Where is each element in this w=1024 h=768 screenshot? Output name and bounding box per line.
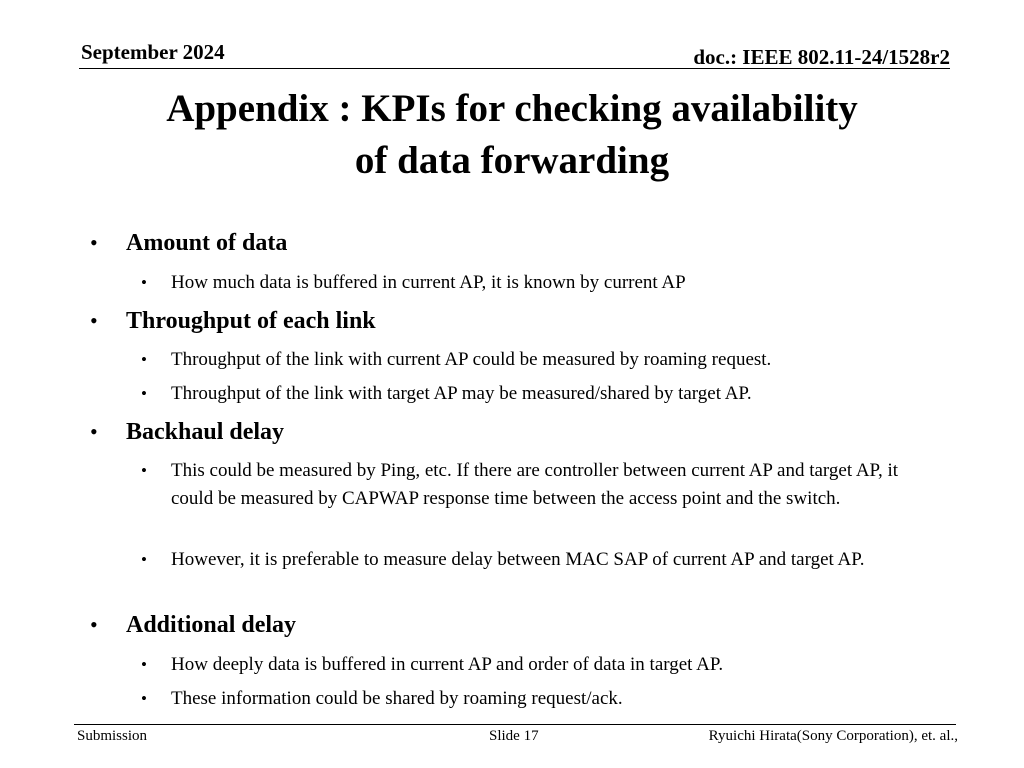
- title-line-1: Appendix : KPIs for checking availability: [166, 87, 858, 130]
- section-heading-text: Amount of data: [126, 230, 288, 256]
- list-item-text: Throughput of the link with target AP may be measured/shared by target AP.: [171, 383, 752, 404]
- list-item-text: These information could be shared by roaming request/ack.: [171, 688, 623, 709]
- header-date: September 2024: [81, 40, 225, 64]
- footer-divider: [74, 724, 956, 725]
- title-line-2: of data forwarding: [354, 139, 670, 182]
- bullet-icon: •: [90, 230, 98, 255]
- sub-bullet-icon: •: [141, 655, 147, 674]
- footer-author: Ryuichi Hirata(Sony Corporation), et. al.,: [708, 728, 958, 744]
- footer-submission: Submission: [77, 728, 148, 744]
- section-heading-text: Backhaul delay: [126, 419, 285, 445]
- list-item-text: However, it is preferable to measure delay between MAC SAP of current AP and target AP.: [171, 549, 865, 570]
- sub-bullet-icon: •: [141, 384, 147, 403]
- sub-bullet-icon: •: [141, 461, 147, 480]
- section-heading-text: Throughput of each link: [126, 308, 376, 334]
- list-item-text: How much data is buffered in current AP, it is known by current AP: [171, 272, 686, 293]
- list-item-text: Throughput of the link with current AP could be measured by roaming request.: [171, 349, 772, 370]
- bullet-icon: •: [90, 612, 98, 637]
- footer-slide-number: Slide 17: [489, 728, 539, 744]
- sub-bullet-icon: •: [141, 350, 147, 369]
- bullet-icon: •: [90, 419, 98, 444]
- list-item-text: This could be measured by Ping, etc. If there are controller between current AP and target AP, it could be measured by CAPWAP response time between the access point and the switch.: [171, 460, 899, 509]
- slide-title: [60, 83, 964, 187]
- header-divider: [79, 68, 950, 69]
- list-item-text: How deeply data is buffered in current AP and order of data in target AP.: [171, 654, 724, 675]
- sub-bullet-icon: •: [141, 550, 147, 569]
- header-doc-id: doc.: IEEE 802.11-24/1528r2: [693, 45, 950, 69]
- sub-bullet-icon: •: [141, 689, 147, 708]
- bullet-icon: •: [90, 308, 98, 333]
- section-heading-text: Additional delay: [126, 612, 297, 638]
- sub-bullet-icon: •: [141, 273, 147, 292]
